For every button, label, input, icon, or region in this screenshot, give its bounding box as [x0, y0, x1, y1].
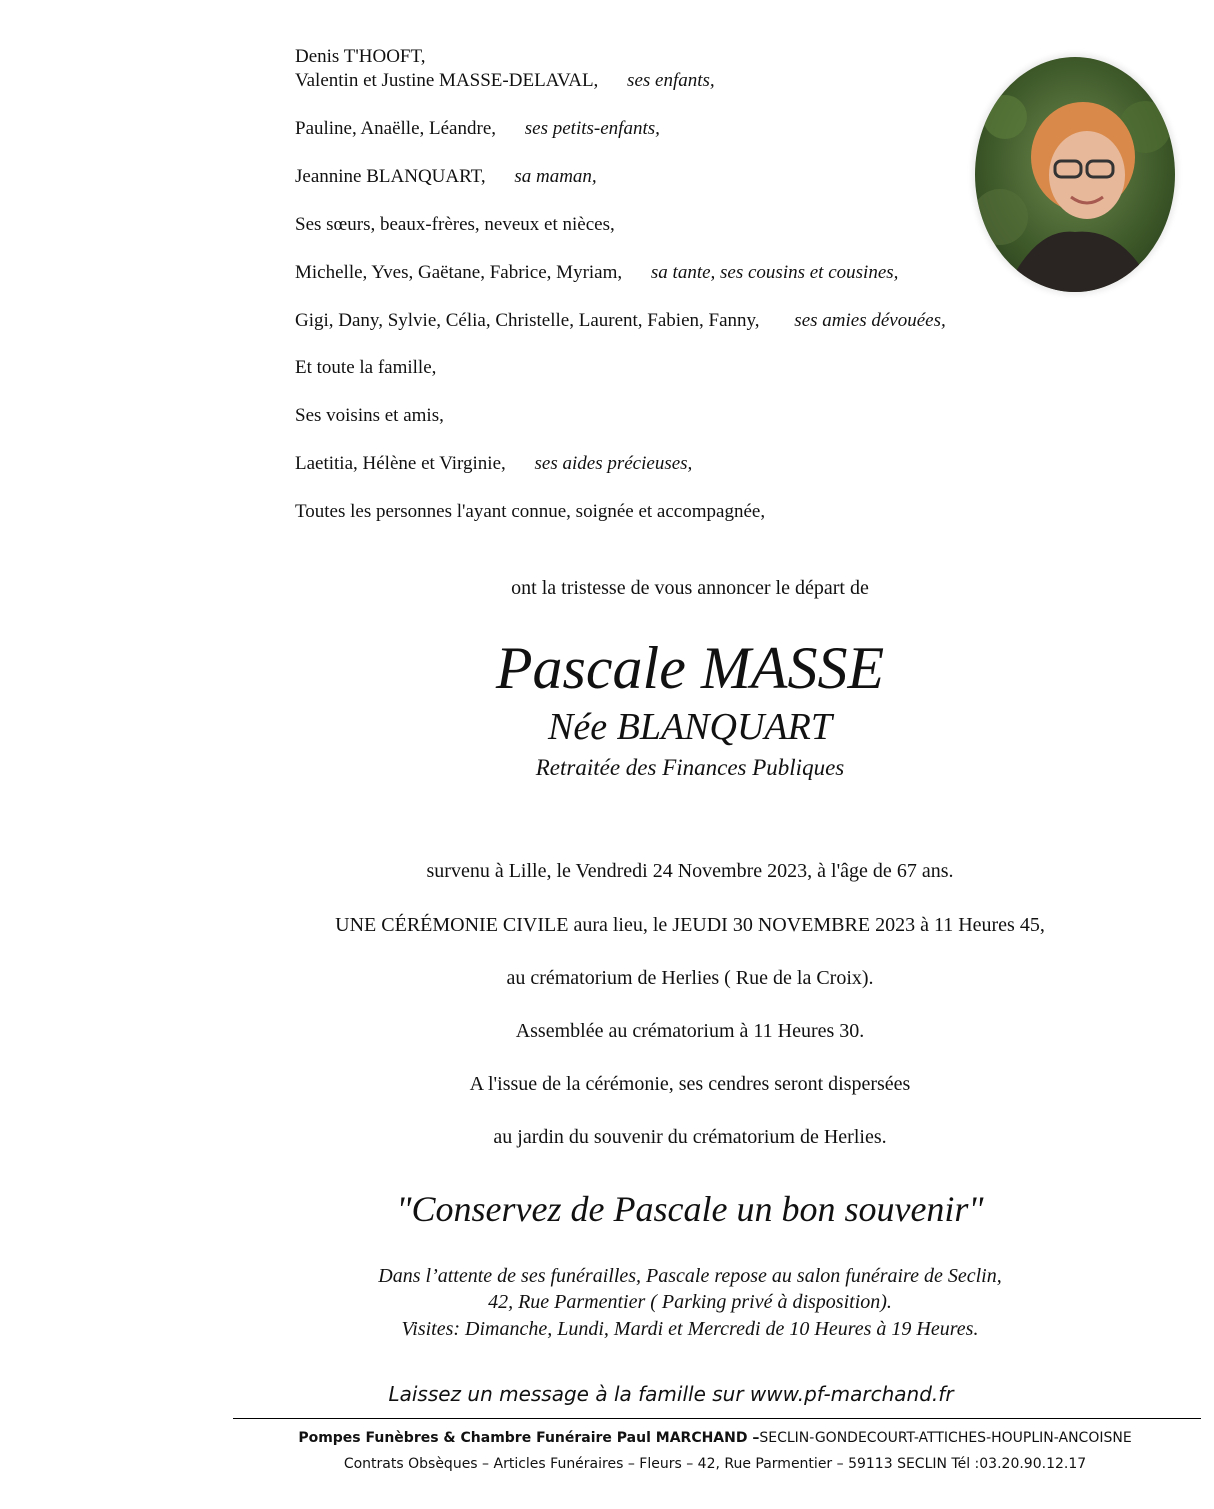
deceased-name: Pascale MASSE [495, 635, 885, 701]
maiden-name: Née BLANQUART [548, 706, 832, 748]
detail-line-3: Assemblée au crématorium à 11 Heures 30. [515, 1020, 865, 1042]
family-names: Pauline, Anaëlle, Léandre, [295, 118, 497, 139]
family-role: ses petits-enfants, [524, 118, 660, 139]
wake-line-2: Visites: Dimanche, Lundi, Mardi et Mercredi de 10 Heures à 19 Heures. [401, 1318, 979, 1340]
detail-line-5: au jardin du souvenir du crématorium de Herlies. [493, 1126, 887, 1148]
announcement-text: ont la tristesse de vous annoncer le départ de [511, 577, 869, 599]
profession: Retraitée des Finances Publiques [535, 755, 845, 780]
family-line-5 [295, 262, 898, 284]
family-line-0 [295, 46, 425, 68]
footer-services: Contrats Obsèques – Articles Funéraires – Fleurs – 42, Rue Parmentier – 59113 SECLIN Tél :03.20.90.12.17 [343, 1456, 1087, 1472]
detail-line-2: au crématorium de Herlies ( Rue de la Croix). [506, 967, 874, 989]
family-names: Jeannine BLANQUART, [295, 166, 486, 187]
family-names: Denis T'HOOFT, [295, 46, 426, 67]
family-line-1 [295, 70, 715, 92]
family-line-6 [295, 310, 946, 332]
wake-line-0: Dans l’attente de ses funérailles, Pascale repose au salon funéraire de Seclin, [378, 1265, 1002, 1287]
family-role: sa tante, ses cousins et cousines, [650, 262, 899, 283]
detail-line-1: UNE CÉRÉMONIE CIVILE aura lieu, le JEUDI 30 NOVEMBRE 2023 à 11 Heures 45, [335, 914, 1045, 936]
portrait-photo [975, 57, 1175, 292]
footer-locations: SECLIN-GONDECOURT-ATTICHES-HOUPLIN-ANCOISNE [759, 1430, 1132, 1446]
family-line-10 [295, 501, 765, 523]
family-names: Michelle, Yves, Gaëtane, Fabrice, Myriam, [295, 262, 623, 283]
footer-company: Pompes Funèbres & Chambre Funéraire Paul MARCHAND – [298, 1430, 760, 1446]
wake-line-1: 42, Rue Parmentier ( Parking privé à disposition). [488, 1291, 892, 1313]
family-line-7 [295, 357, 436, 379]
family-names: Laetitia, Hélène et Virginie, [295, 453, 506, 474]
family-line-9 [295, 453, 692, 475]
family-line-2 [295, 118, 660, 140]
condolence-message-link[interactable]: Laissez un message à la famille sur www.pf-marchand.fr [388, 1382, 954, 1406]
footer-company-line [0, 1430, 1214, 1446]
family-names: Et toute la famille, [295, 357, 437, 378]
family-names: Valentin et Justine MASSE-DELAVAL, [295, 70, 599, 91]
family-role: ses amies dévouées, [794, 310, 946, 331]
family-line-4 [295, 214, 615, 236]
family-names: Toutes les personnes l'ayant connue, soignée et accompagnée, [295, 501, 766, 522]
family-names: Gigi, Dany, Sylvie, Célia, Christelle, Laurent, Fabien, Fanny, [295, 310, 760, 331]
family-line-3 [295, 166, 597, 188]
detail-line-0: survenu à Lille, le Vendredi 24 Novembre 2023, à l'âge de 67 ans. [426, 860, 954, 882]
family-role: ses aides précieuses, [534, 453, 693, 474]
family-role: ses enfants, [627, 70, 715, 91]
family-names: Ses sœurs, beaux-frères, neveux et nièces, [295, 214, 615, 235]
footer-divider [233, 1418, 1201, 1419]
family-role: sa maman, [514, 166, 597, 187]
detail-line-4: A l'issue de la cérémonie, ses cendres seront dispersées [469, 1073, 911, 1095]
family-names: Ses voisins et amis, [295, 405, 444, 426]
family-line-8 [295, 405, 444, 427]
memorial-quote: "Conservez de Pascale un bon souvenir" [396, 1189, 984, 1229]
